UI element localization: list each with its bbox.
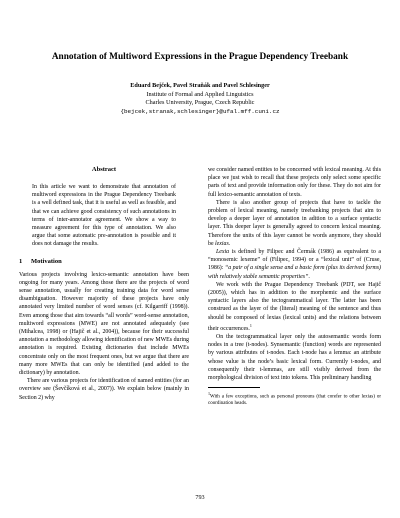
footnote bbox=[208, 391, 381, 407]
section-heading-motivation bbox=[19, 258, 189, 266]
paragraph-end: . bbox=[308, 273, 310, 280]
page-number: 793 bbox=[195, 494, 205, 501]
body-paragraph: There are various projects for identification of named entities (for an overview see (Ševčíková et al., 2007)). We explain below (mainly in Section 2) why bbox=[19, 378, 189, 401]
left-column bbox=[19, 166, 189, 402]
abstract-text: In this article we want to demonstrate that annotation of multiword expressions in the Prague Dependency Treebank is a well defined task, that it is useful as well as feasible, and that we can achieve good consistency of such annotations in terms of inter-annotator agreement. We show a way to measure agreement for this type of annotation. We also argue that some automatic pre-annotation is possible and it does not damage the results. bbox=[32, 184, 176, 248]
author-names: Eduard Bejček, Pavel Straňák and Pavel Schlesinger bbox=[130, 82, 270, 89]
paragraph-end: . bbox=[228, 240, 231, 247]
right-column bbox=[208, 166, 381, 408]
author-email: {bejcek,stranak,schlesinger}@ufal.mff.cuni.cz bbox=[120, 107, 280, 115]
body-paragraph: On the tectogrammatical layer only the autosemantic words form nodes in a tree (t-nodes). Synsemantic (function) words are represented by various attributes of t-nodes. Each t-node has a lemma: an attribute whose value is the node’s basic lexical form. Currently t-nodes, and consequently their t-lemmas, are still visibly derived from the morphological division of text into tokens. This preliminary handling bbox=[208, 334, 381, 382]
body-paragraph: we consider named entities to be concerned with lexical meaning. At this place we just wish to recall that these projects only select some specific parts of text and provide information only for these. They do not aim for full lexico-semantic annotation of texts. bbox=[208, 167, 381, 198]
body-paragraph bbox=[208, 248, 381, 281]
footnote-divider bbox=[208, 387, 260, 388]
paragraph-text: We work with the Prague Dependency Treebank (PDT, see Hajič (2005)), which has in addition to the morphemic and the surface syntactic layers also the tectogrammatical layer. The latter has been construed as the layer of the (literal) meaning of the sentence and thus should be composed of lexias (lexical units) and the relations between their occurrences. bbox=[208, 281, 381, 332]
author-block bbox=[0, 82, 400, 116]
footnote-mark: 1 bbox=[208, 391, 210, 397]
body-paragraph bbox=[208, 199, 381, 248]
paragraph-text: is defined by Filipec and Čermák (1986) as equivalent to a “monosemic lexeme” of (Filipec, 1994) or a “lexical unit” of (Cruse, 1986): bbox=[208, 249, 381, 272]
affiliation-institute: Institute of Formal and Applied Linguistics bbox=[146, 90, 254, 98]
paragraph-text: There is also another group of projects that have to tackle the problem of lexical meaning, namely treebanking projects that aim to develop a deeper layer of annotation in adition to a surface syntactic layer. This deeper layer is generally agreed to concern lexical meaning. Therefore the units of this layer cannot be words anymore, they should be bbox=[208, 199, 381, 247]
abstract-heading: Abstract bbox=[91, 166, 117, 173]
term-lexia: Lexia bbox=[216, 249, 230, 256]
paper-title: Annotation of Multiword Expressions in the Prague Dependency Treebank bbox=[51, 52, 349, 62]
body-paragraph: Various projects involving lexico-semantic annotation have been ongoing for many years. Among those there are the projects of word sense annotation, usually for creating training data for word sense disambiguation. However majority of these projects have only annotated very limited number of word senses (cf. Kilgarriff (1998)). Even among those that aim towards “all words” word-sense annotation, multiword expressions (MWE) are not annotated adequately (see (Mihalcea, 1998) or (Hajič et al., 2004)), because for their successful annotation a methodology allowing identification of new MWEs during annotation is required. Existing dictionaries that include MWEs concentrate only on the most frequent ones, but we argue that there are many more MWEs that can only be identified (and added to the dictionary) by annotation. bbox=[19, 271, 189, 377]
definition-quote: “a pair of a single sense and a basic form (plus its derived forms) with relatively stable semantic properties” bbox=[208, 265, 381, 280]
term-lexias: lexias bbox=[215, 240, 229, 247]
affiliation-university: Charles University, Prague, Czech Republic bbox=[145, 99, 255, 107]
section-number: 1 bbox=[19, 257, 23, 265]
footnote-text: With a few exceptions, such as personal pronouns (that corefer to other lexias) or coordination heads. bbox=[208, 394, 381, 407]
section-title: Motivation bbox=[31, 257, 62, 265]
footnote-ref[interactable]: 1 bbox=[249, 322, 252, 328]
body-paragraph bbox=[208, 281, 381, 333]
